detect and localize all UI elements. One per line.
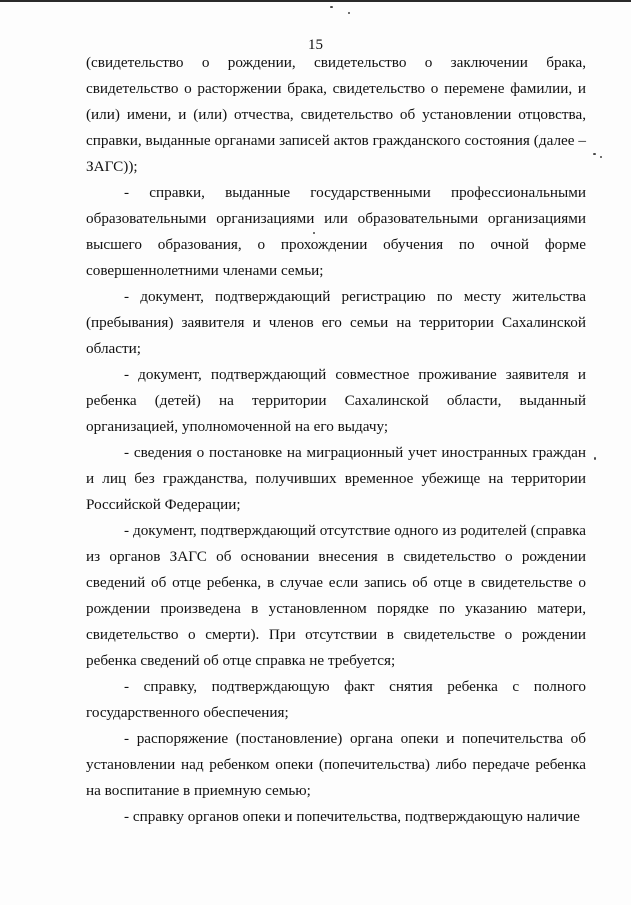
paragraph: (свидетельство о рождении, свидетельство о заключении брака, свидетельство о расторжении брака, свидетельство о перемене фамилии, и (или) имени, и (или) отчества, свидетельство об установлении отцовства, справки, выданные органами записей актов гражданского состояния (далее – ЗАГС));: [86, 54, 586, 175]
paragraph: - документ, подтверждающий отсутствие одного из родителей (справка из органов ЗАГС об основании внесения в свидетельство о рождении сведений об отце ребенка, в случае если запись об отце в свидетельстве о рождении произведена в установленном порядке по указанию матери, свидетельство о смерти). При отсутствии в свидетельстве о рождении ребенка сведений об отце справка не требуется;: [86, 522, 586, 669]
paragraph: - документ, подтверждающий регистрацию по месту жительства (пребывания) заявителя и членов его семьи на территории Сахалинской области;: [86, 288, 586, 357]
scan-speck: [593, 153, 596, 155]
scan-speck: [594, 457, 596, 460]
paragraph: - распоряжение (постановление) органа опеки и попечительства об установлении над ребенком опеки (попечительства) либо передаче ребенка на воспитание в приемную семью;: [86, 730, 586, 799]
scan-edge: [0, 0, 631, 2]
paragraph: - документ, подтверждающий совместное проживание заявителя и ребенка (детей) на территории Сахалинской области, выданный организацией, уполномоченной на его выдачу;: [86, 366, 586, 435]
scan-speck: [600, 156, 602, 158]
document-body: [86, 50, 586, 830]
page-number: 15: [308, 37, 323, 53]
paragraph: - справки, выданные государственными профессиональными образовательными организациями или образовательными организациями высшего образования, о прохождении обучения по очной форме совершеннолетними членами семьи;: [86, 184, 586, 279]
paragraph: - справку органов опеки и попечительства, подтверждающую наличие: [124, 808, 580, 825]
paragraph: - справку, подтверждающую факт снятия ребенка с полного государственного обеспечения;: [86, 678, 586, 721]
scan-speck: [348, 12, 350, 14]
scan-speck: [330, 6, 333, 8]
paragraph: - сведения о постановке на миграционный учет иностранных граждан и лиц без гражданства, получивших временное убежище на территории Российской Федерации;: [86, 444, 586, 513]
